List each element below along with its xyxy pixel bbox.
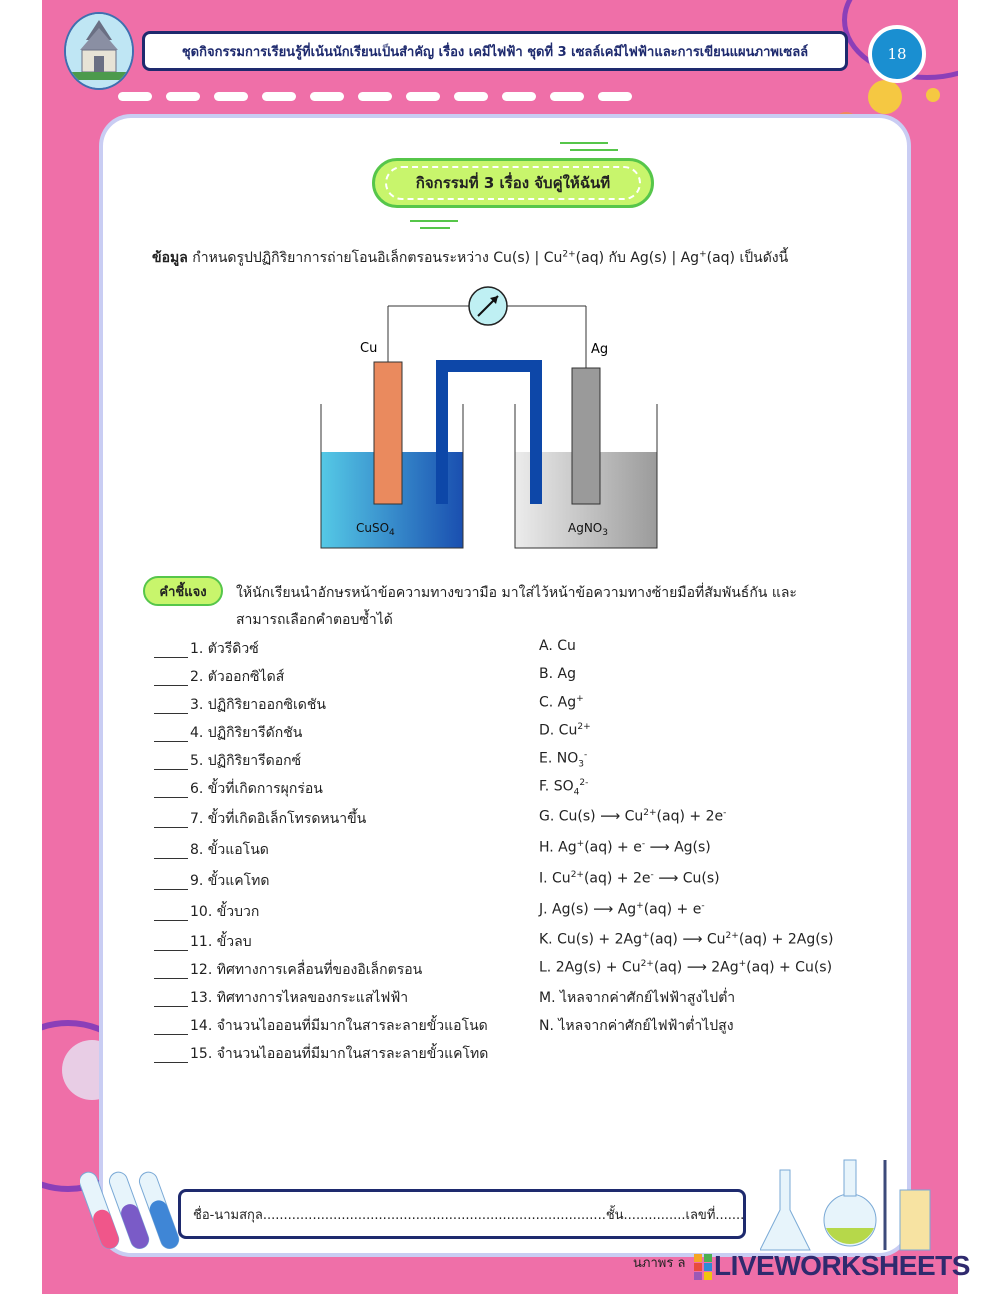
agno3-label: AgNO$_3$: [568, 521, 608, 538]
option-k: K. Cu(s) + 2Ag+(aq) ⟶ $Cu^{2+}(aq) + 2Ag(s)$: [539, 931, 834, 948]
instructions-badge-label: คำชี้แจง: [159, 584, 207, 600]
question-item: 3. ปฏิกิริยาออกซิเดชัน: [154, 694, 326, 716]
header-title-box: [142, 31, 848, 71]
answer-blank[interactable]: [154, 1046, 188, 1063]
answer-blank[interactable]: [154, 873, 188, 890]
answer-blank[interactable]: [154, 697, 188, 714]
question-item: 2. ตัวออกซิไดส์: [154, 666, 284, 688]
decor-atom: [868, 80, 902, 114]
instructions-badge: [143, 576, 223, 606]
arrow-icon: ⟶: [649, 839, 670, 856]
decor-atom: [926, 88, 940, 102]
galvanic-cell-diagram: [310, 280, 670, 559]
answer-blank[interactable]: [154, 842, 188, 859]
lab-flask-icon: [760, 1150, 940, 1260]
activity-title-pill: [372, 158, 654, 208]
cuso4-label: CuSO$_4$: [356, 521, 395, 538]
answer-blank[interactable]: [154, 990, 188, 1007]
option-f: F. $SO_4^{2-}$: [539, 778, 589, 798]
answer-blank[interactable]: [154, 641, 188, 658]
arrow-icon: ⟶: [686, 959, 707, 976]
question-item: 9. ขั้วแคโทด: [154, 870, 269, 892]
answer-blank[interactable]: [154, 934, 188, 951]
page-number-badge: [868, 25, 926, 83]
instructions-text: [236, 580, 856, 634]
page-number: 18: [887, 45, 907, 63]
liveworksheets-watermark: LIVEWORKSHEETS: [714, 1250, 970, 1281]
question-item: 13. ทิศทางการไหลของกระแสไฟฟ้า: [154, 987, 408, 1009]
instructions-line: สามารถเลือกคำตอบซ้ำได้: [236, 612, 393, 628]
cu-electrode: [374, 362, 402, 504]
question-item: 15. จำนวนไอออนที่มีมากในสารละลายขั้วแคโทด: [154, 1043, 488, 1065]
answer-blank[interactable]: [154, 753, 188, 770]
answer-blank[interactable]: [154, 1018, 188, 1035]
decor-lines: [560, 140, 620, 154]
instructions-line: ให้นักเรียนนำอักษรหน้าข้อความทางขวามือ มาใส่ไว้หน้าข้อความทางซ้ายมือที่สัมพันธ์กัน และ: [236, 585, 797, 601]
question-item: 1. ตัวรีดิวซ์: [154, 638, 259, 660]
info-label: ข้อมูล: [152, 250, 188, 266]
student-info-line[interactable]: ชื่อ-นามสกุล...................................................................................ชั้น...............เลขที่.......: [193, 1207, 745, 1223]
question-item: 12. ทิศทางการเคลื่อนที่ของอิเล็กตรอน: [154, 959, 422, 981]
info-line: [152, 247, 788, 269]
option-c: C. Ag+: [539, 694, 584, 711]
school-logo: [64, 12, 134, 90]
answer-blank[interactable]: [154, 725, 188, 742]
activity-title: กิจกรรมที่ 3 เรื่อง จับคู่ให้ฉันที: [415, 174, 611, 192]
question-item: 14. จำนวนไอออนที่มีมากในสารละลายขั้วแอโนด: [154, 1015, 488, 1037]
student-info-box: [178, 1189, 746, 1239]
option-m: M. ไหลจากค่าศักย์ไฟฟ้าสูงไปต่ำ: [539, 990, 736, 1006]
arrow-icon: ⟶: [682, 931, 703, 948]
option-d: D. $Cu^{2+}$: [539, 722, 591, 739]
arrow-icon: ⟶: [658, 870, 679, 887]
question-item: 11. ขั้วลบ: [154, 931, 252, 953]
cu-label: Cu: [360, 341, 378, 356]
cell-svg: [310, 280, 670, 555]
option-n: N. ไหลจากค่าศักย์ไฟฟ้าต่ำไปสูง: [539, 1018, 734, 1034]
decor-lines: [410, 218, 470, 232]
answer-blank[interactable]: [154, 781, 188, 798]
arrow-icon: ⟶: [600, 808, 621, 825]
answer-blank[interactable]: [154, 811, 188, 828]
question-item: 7. ขั้วที่เกิดอิเล็กโทรดหนาขึ้น: [154, 808, 366, 830]
option-e: E. $NO_3^-$: [539, 750, 588, 770]
option-l: L. $2Ag(s) + Cu^{2+}(aq)$ ⟶ 2Ag+(aq) + Cu(s): [539, 959, 833, 976]
option-a: A. Cu: [539, 638, 576, 654]
answer-blank[interactable]: [154, 904, 188, 921]
question-item: 10. ขั้วบวก: [154, 901, 259, 923]
question-item: 8. ขั้วแอโนด: [154, 839, 269, 861]
option-h: H. Ag+(aq) + e- ⟶ Ag(s): [539, 839, 711, 856]
author-name: นภาพร ล: [633, 1256, 686, 1271]
arrow-icon: ⟶: [593, 901, 614, 918]
test-tubes-icon: [80, 1160, 190, 1260]
answer-blank[interactable]: [154, 669, 188, 686]
question-item: 6. ขั้วที่เกิดการผุกร่อน: [154, 778, 323, 800]
ag-electrode: [572, 368, 600, 504]
option-g: G. Cu(s) ⟶ $Cu^{2+}(aq) + 2e^-$: [539, 808, 727, 825]
ag-label: Ag: [591, 342, 609, 357]
decor-dashes: [118, 92, 632, 101]
question-item: 4. ปฏิกิริยารีดักชัน: [154, 722, 302, 744]
option-b: B. Ag: [539, 666, 576, 682]
answer-blank[interactable]: [154, 962, 188, 979]
header-title: ชุดกิจกรรมการเรียนรู้ที่เน้นนักเรียนเป็นสำคัญ เรื่อง เคมีไฟฟ้า ชุดที่ 3 เซลล์เคมีไฟฟ้าและการเขียนแผนภาพเซลล์: [181, 44, 809, 60]
option-i: I. $Cu^{2+}(aq) + 2e^-$ ⟶ Cu(s): [539, 870, 720, 887]
option-j: J. Ag(s) ⟶ Ag+(aq) + e-: [539, 901, 705, 918]
liveworksheets-logo-icon: [694, 1254, 712, 1280]
question-item: 5. ปฏิกิริยารีดอกซ์: [154, 750, 301, 772]
info-text: กำหนดรูปปฏิกิริยาการถ่ายโอนอิเล็กตรอนระหว่าง Cu(s) | $Cu^{2+}(aq)$ กับ Ag(s) | Ag+(aq) เป็นดังนี้: [192, 249, 789, 266]
